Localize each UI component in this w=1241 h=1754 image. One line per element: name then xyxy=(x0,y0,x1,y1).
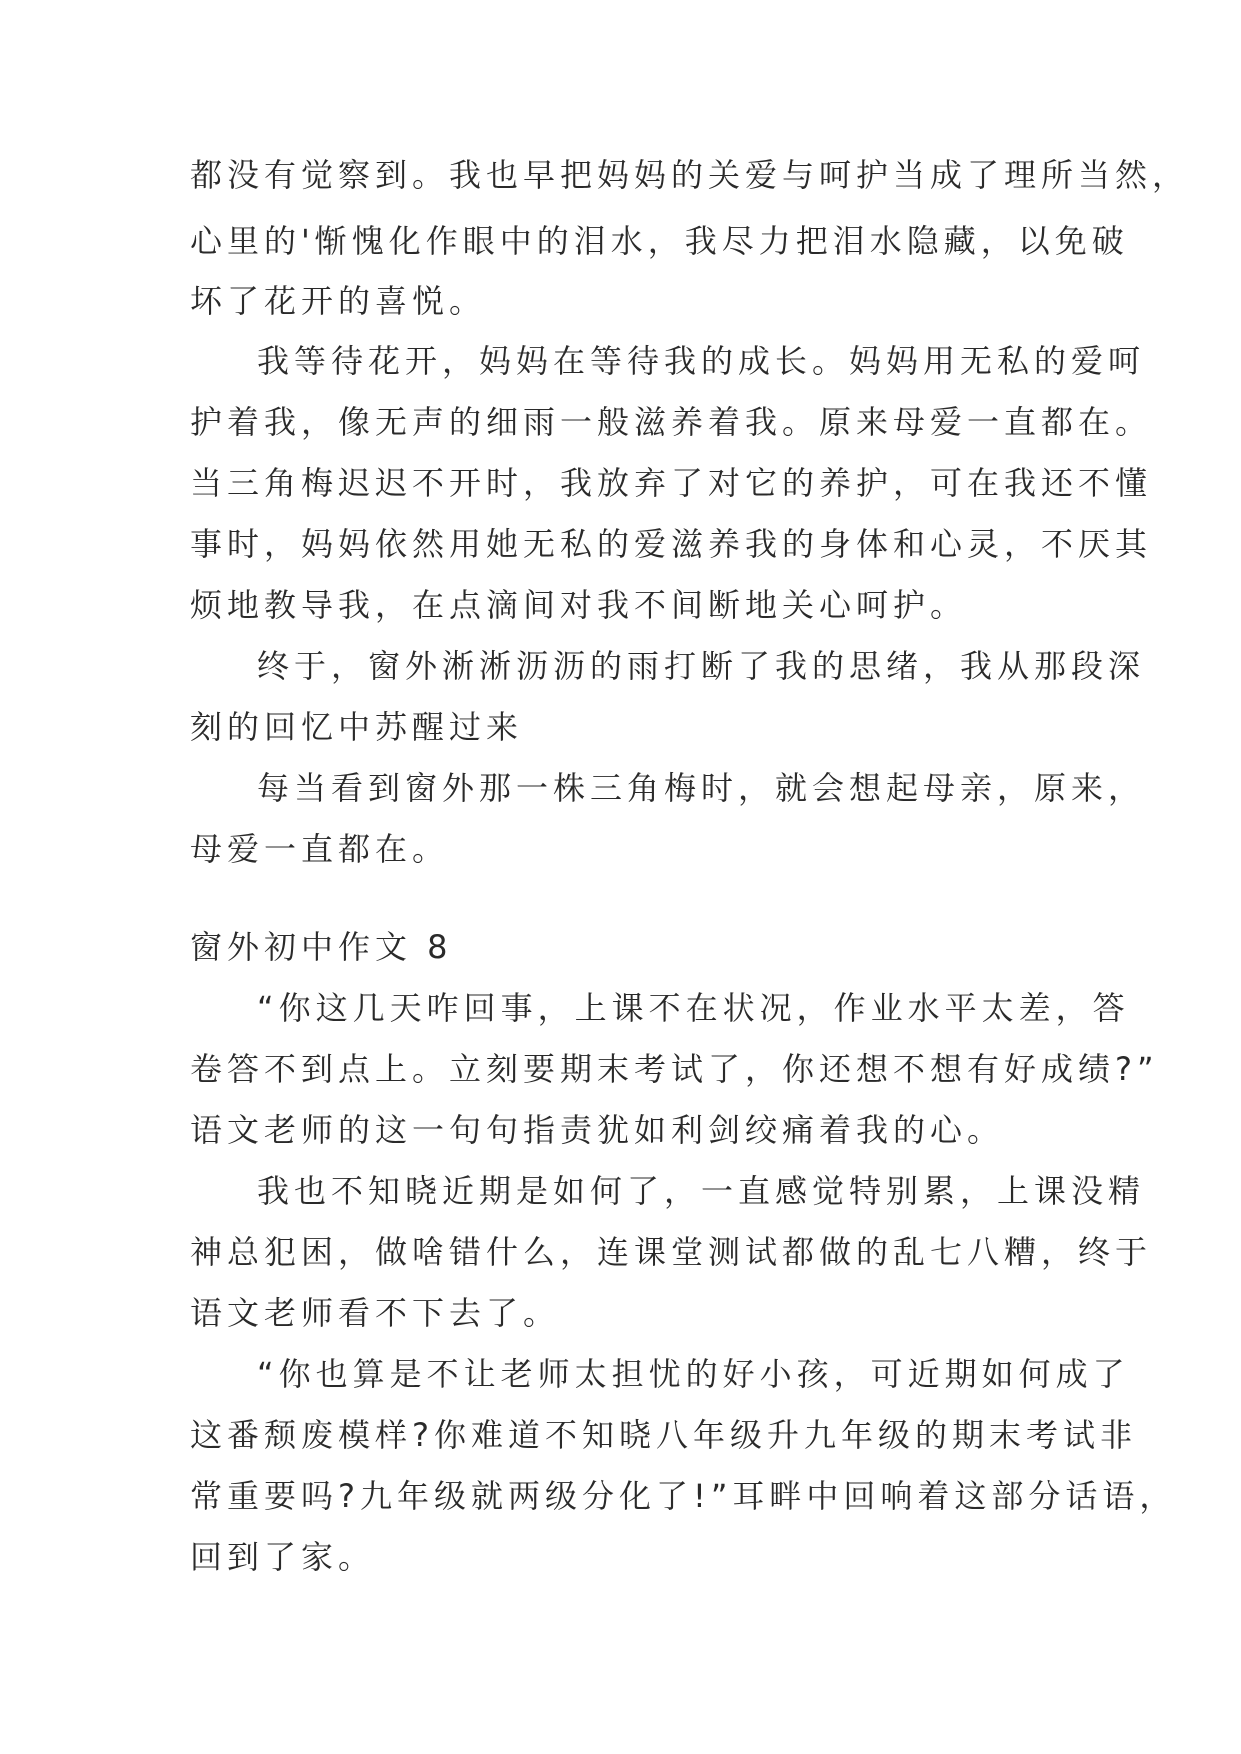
paragraph-2-line-5: 烦地教导我，在点滴间对我不间断地关心呵护。 xyxy=(190,586,968,624)
section-title: 窗外初中作文 8 xyxy=(190,928,453,966)
paragraph-2-line-3: 当三角梅迟迟不开时，我放弃了对它的养护，可在我还不懂 xyxy=(190,464,1153,502)
paragraph-2-line-2: 护着我，像无声的细雨一般滋养着我。原来母爱一直都在。 xyxy=(190,403,1153,441)
paragraph-7-line-2: 这番颓废模样?你难道不知晓八年级升九年级的期末考试非 xyxy=(190,1416,1137,1454)
paragraph-5-line-2: 卷答不到点上。立刻要期末考试了，你还想不想有好成绩?” xyxy=(190,1050,1159,1088)
paragraph-3-line-1: 终于，窗外淅淅沥沥的雨打断了我的思绪，我从那段深 xyxy=(257,647,1146,685)
paragraph-7-line-4: 回到了家。 xyxy=(190,1538,376,1576)
paragraph-4-line-2: 母爱一直都在。 xyxy=(190,830,450,868)
paragraph-6-line-1: 我也不知晓近期是如何了，一直感觉特别累，上课没精 xyxy=(257,1172,1146,1210)
paragraph-6-line-3: 语文老师看不下去了。 xyxy=(190,1294,561,1332)
paragraph-1-line-2: 心里的'惭愧化作眼中的泪水，我尽力把泪水隐藏，以免破 xyxy=(190,222,1129,260)
paragraph-3-line-2: 刻的回忆中苏醒过来 xyxy=(190,708,524,746)
paragraph-1-line-1: 都没有觉察到。我也早把妈妈的关爱与呵护当成了理所当然， xyxy=(190,156,1190,194)
paragraph-1-line-3: 坏了花开的喜悦。 xyxy=(190,282,487,320)
paragraph-2-line-4: 事时，妈妈依然用她无私的爱滋养我的身体和心灵，不厌其 xyxy=(190,525,1153,563)
paragraph-4-line-1: 每当看到窗外那一株三角梅时，就会想起母亲，原来， xyxy=(257,769,1146,807)
paragraph-5-line-3: 语文老师的这一句句指责犹如利剑绞痛着我的心。 xyxy=(190,1111,1005,1149)
paragraph-6-line-2: 神总犯困，做啥错什么，连课堂测试都做的乱七八糟，终于 xyxy=(190,1233,1153,1271)
paragraph-7-line-1: “你也算是不让老师太担忧的好小孩，可近期如何成了 xyxy=(257,1355,1130,1393)
paragraph-2-line-1: 我等待花开，妈妈在等待我的成长。妈妈用无私的爱呵 xyxy=(257,342,1146,380)
paragraph-5-line-1: “你这几天咋回事，上课不在状况，作业水平太差，答 xyxy=(257,989,1130,1027)
paragraph-7-line-3: 常重要吗?九年级就两级分化了!”耳畔中回响着这部分话语， xyxy=(190,1477,1177,1515)
